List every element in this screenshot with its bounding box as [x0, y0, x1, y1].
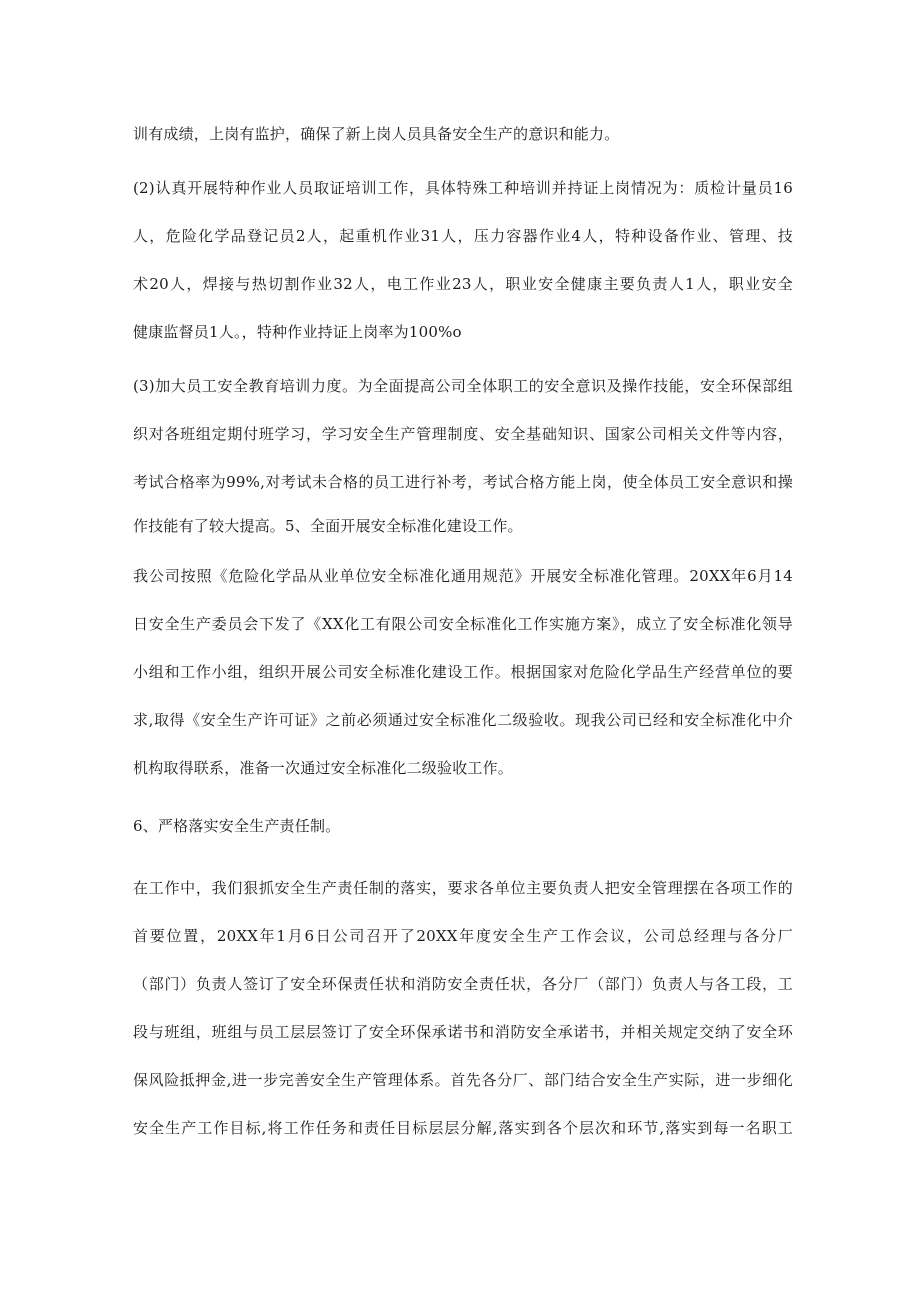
text-line-6: (3)加大员工安全教育培训力度。为全面提高公司全体职工的安全意识及操作技能，安全环保部组 — [133, 377, 793, 395]
text-line-10: 我公司按照《危险化学品从业单位安全标准化通用规范》开展安全标准化管理。20XX年6月14 — [133, 567, 793, 585]
text-line-16: 在工作中，我们狠抓安全生产责任制的落实，要求各单位主要负责人把安全管理摆在各项工作的 — [133, 879, 793, 897]
text-line-20: 保风险抵押金,进一步完善安全生产管理体系。首先各分厂、部门结合安全生产实际，进一步细化 — [133, 1071, 793, 1089]
text-line-12: 小组和工作小组，组织开展公司安全标准化建设工作。根据国家对危险化学品生产经营单位的要 — [133, 663, 793, 681]
text-line-4: 术20人，焊接与热切割作业32人，电工作业23人，职业安全健康主要负责人1人，职业安全 — [133, 275, 793, 293]
text-line-21: 安全生产工作目标,将工作任务和责任目标层层分解,落实到各个层次和环节,落实到每一名职工 — [133, 1119, 793, 1137]
text-line-2: (2)认真开展特种作业人员取证培训工作，具体特殊工种培训并持证上岗情况为：质检计量员16 — [133, 179, 793, 197]
text-line-13: 求,取得《安全生产许可证》之前必须通过安全标准化二级验收。现我公司已经和安全标准化中介 — [133, 711, 793, 729]
text-line-3: 人，危险化学品登记员2人，起重机作业31人，压力容器作业4人，特种设备作业、管理、技 — [133, 227, 793, 245]
text-line-14: 机构取得联系，准备一次通过安全标准化二级验收工作。 — [133, 759, 514, 777]
text-line-18: （部门）负责人签订了安全环保责任状和消防安全责任状，各分厂（部门）负责人与各工段，工 — [133, 975, 793, 993]
text-line-19: 段与班组，班组与员工层层签订了安全环保承诺书和消防安全承诺书，并相关规定交纳了安全环 — [133, 1023, 793, 1041]
text-line-11: 日安全生产委员会下发了《XX化工有限公司安全标准化工作实施方案》，成立了安全标准化领导 — [133, 615, 793, 633]
section-heading-6: 6、严格落实安全生产责任制。 — [133, 817, 341, 835]
text-line-7: 织对各班组定期付班学习，学习安全生产管理制度、安全基础知识、国家公司相关文件等内容， — [133, 425, 793, 443]
text-line-8: 考试合格率为99%,对考试未合格的员工进行补考，考试合格方能上岗，使全体员工安全意识和操 — [133, 473, 793, 491]
text-line-1: 训有成绩，上岗有监护，确保了新上岗人员具备安全生产的意识和能力。 — [133, 125, 620, 143]
text-line-5: 健康监督员1人。，特种作业持证上岗率为100%o — [133, 323, 462, 341]
text-line-9: 作技能有了较大提高。5、全面开展安全标准化建设工作。 — [133, 517, 523, 535]
text-line-17: 首要位置，20XX年1月6日公司召开了20XX年度安全生产工作会议，公司总经理与各分厂 — [133, 927, 793, 945]
